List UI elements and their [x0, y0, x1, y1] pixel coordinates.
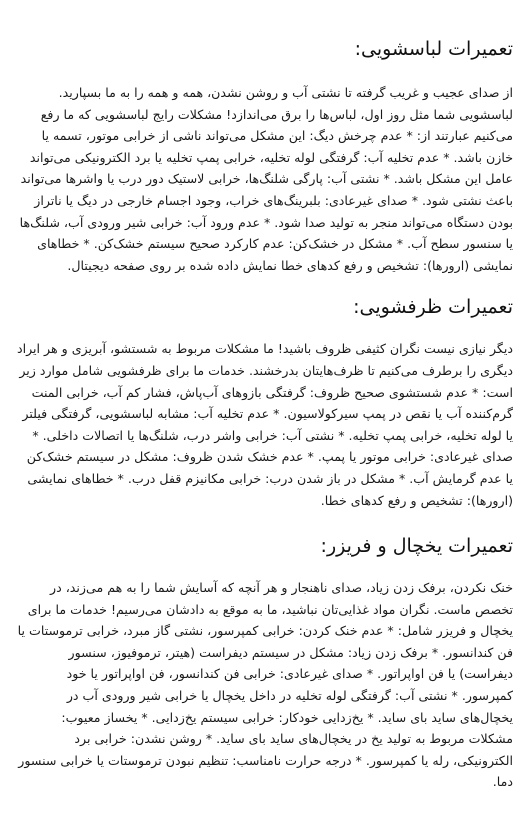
- section-body-washing-machine: از صدای عجیب و غریب گرفته تا نشتی آب و روشن نشدن، همه و همه را به ما بسپارید. لباسشویی شما مثل روز اول، لباس‌ها را برق می‌اندازد! مشکلات رایج لباسشویی که ما رفع می‌کنیم عبارتند از: * عدم چرخش دیگ: این مشکل می‌تواند ناشی از خرابی موتور، تسمه یا خازن باشد. * عدم تخلیه آب: گرفتگی لوله تخلیه، خرابی پمپ تخلیه یا برد الکترونیکی می‌تواند عامل این مشکل باشد. * نشتی آب: پارگی شلنگ‌ها، خرابی لاستیک دور درب یا واشرها می‌تواند باعث نشتی شود. * صدای غیرعادی: بلبرینگ‌های خراب، وجود اجسام خارجی در دیگ یا ناتراز بودن دستگاه می‌تواند منجر به تولید صدا شود. * عدم ورود آب: خرابی شیر ورودی آب، شلنگ‌ها یا سنسور سطح آب. * مشکل در خشک‌کن: عدم کارکرد صحیح سیستم خشک‌کن. * خطاهای نمایشی (ارورها): تشخیص و رفع کدهای خطا نمایش داده شده بر روی صفحه دیجیتال.: [19, 85, 513, 273]
- section-title-dishwasher: تعمیرات ظرفشویی:: [353, 296, 513, 319]
- section-title-refrigerator: تعمیرات یخچال و فریزر:: [320, 535, 513, 558]
- section-refrigerator-repair: [16, 533, 513, 793]
- section-title-washing-machine: تعمیرات لباسشویی:: [354, 38, 513, 60]
- section-washing-machine-repair: [16, 0, 513, 276]
- section-body-dishwasher: دیگر نیازی نیست نگران کثیفی ظروف باشید! ما مشکلات مربوط به شستشو، آبریزی و هر ایراد دیگری را برطرف می‌کنیم تا ظرف‌هایتان بدرخشند. خدمات ما برای ظرفشویی شامل موارد زیر است: * عدم شستشوی صحیح ظروف: گرفتگی بازوهای آب‌پاش، فشار کم آب، خرابی المنت گرم‌کننده آب یا نقص در پمپ سیرکولاسیون. * عدم تخلیه آب: مشابه لباسشویی، گرفتگی فیلتر یا لوله تخلیه، خرابی پمپ تخلیه. * نشتی آب: خرابی واشر درب، شلنگ‌ها یا اتصالات داخلی. * صدای غیرعادی: خرابی موتور یا پمپ. * عدم خشک شدن ظروف: مشکل در سیستم خشک‌کن یا عدم گرمایش آب. * مشکل در باز شدن درب: خرابی مکانیزم قفل درب. * خطاهای نمایشی (ارورها): تشخیص و رفع کدهای خطا.: [16, 341, 513, 508]
- section-body-refrigerator: خنک نکردن، برفک زدن زیاد، صدای ناهنجار و هر آنچه که آسایش شما را به هم می‌زند، در تخصص ماست. نگران مواد غذایی‌تان نباشید، ما به موقع به دادشان می‌رسیم! خدمات ما برای یخچال و فریزر شامل: * عدم خنک کردن: خرابی کمپرسور، نشتی گاز مبرد، خرابی ترموستات یا فن کندانسور. * برفک زدن زیاد: مشکل در سیستم دیفراست (هیتر، ترموفیوز، سنسور دیفراست) یا فن اواپراتور. * صدای غیرعادی: خرابی فن کندانسور، فن اواپراتور یا خود کمپرسور. * نشتی آب: گرفتگی لوله تخلیه در داخل یخچال یا خرابی شیر ورودی آب در یخچال‌های ساید بای ساید. * یخ‌زدایی خودکار: خرابی سیستم یخ‌زدایی. * یخساز معیوب: مشکلات مربوط به تولید یخ در یخچال‌های ساید بای ساید. * روشن نشدن: خرابی برد الکترونیکی، رله یا کمپرسور. * درجه حرارت نامناسب: تنظیم نبودن ترموستات یا خرابی سنسور دما.: [17, 580, 513, 790]
- section-dishwasher-repair: [16, 294, 513, 511]
